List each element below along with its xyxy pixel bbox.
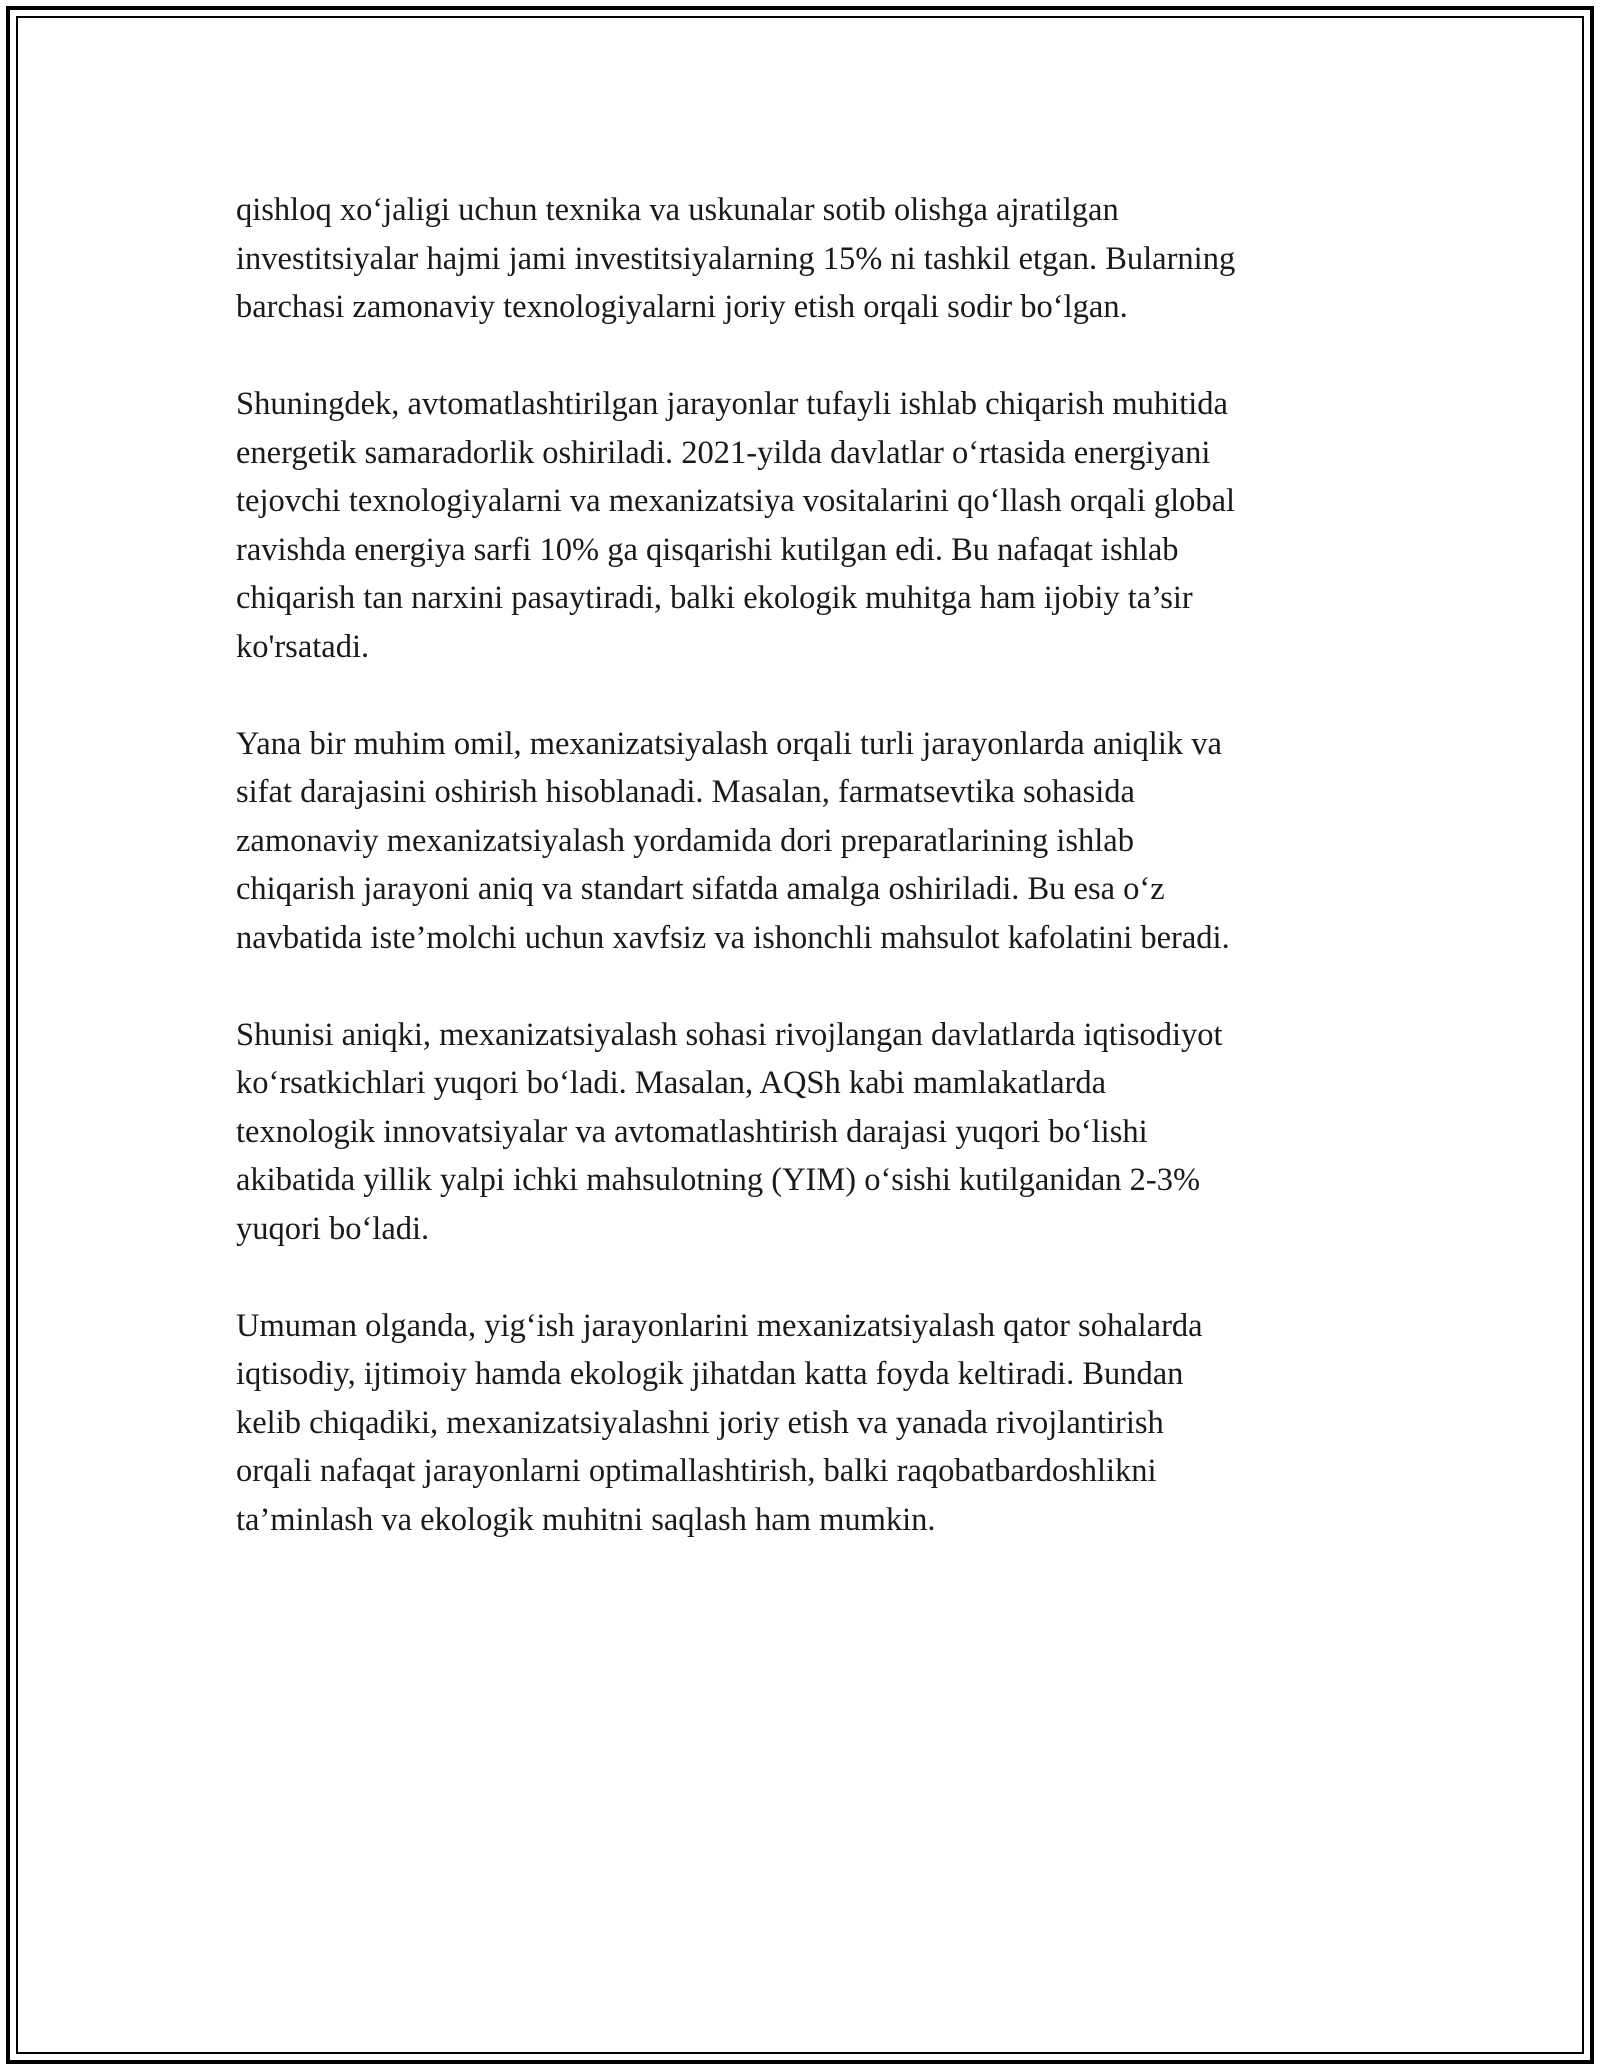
paragraph-1: qishloq xo‘jaligi uchun texnika va uskunalar sotib olishga ajratilgan investitsiyalar hajmi jami investitsiyalarning 15% ni tashkil etgan. Bularning barchasi zamonaviy texnologiyalarni joriy etish orqali sodir bo‘lgan. [236,192,1236,325]
paragraph-3: Yana bir muhim omil, mexanizatsiyalash orqali turli jarayonlarda aniqlik va sifat darajasini oshirish hisoblanadi. Masalan, farmatsevtika sohasida zamonaviy mexanizatsiyalash yordamida dori preparatlarining ishlab chiqarish jarayoni aniq va standart sifatda amalga oshiriladi. Bu esa o‘z navbatida iste’molchi uchun xavfsiz va ishonchli mahsulot kafolatini beradi. [236,725,1230,956]
paragraph-4: Shunisi aniqki, mexanizatsiyalash sohasi rivojlangan davlatlarda iqtisodiyot ko‘rsatkichlari yuqori bo‘ladi. Masalan, AQSh kabi mamlakatlarda texnologik innovatsiyalar va avtomatlashtirish darajasi yuqori bo‘lishi akibatida yillik yalpi ichki mahsulotning (YIM) o‘sishi kutilganidan 2-3% yuqori bo‘ladi. [236,1016,1223,1247]
paragraph-2: Shuningdek, avtomatlashtirilgan jarayonlar tufayli ishlab chiqarish muhitida energetik samaradorlik oshiriladi. 2021-yilda davlatlar o‘rtasida energiyani tejovchi texnologiyalarni va mexanizatsiya vositalarini qo‘llash orqali global ravishda energiya sarfi 10% ga qisqarishi kutilgan edi. Bu nafaqat ishlab chiqarish tan narxini pasaytiradi, balki ekologik muhitga ham ijobiy ta’sir ko'rsatadi. [236,386,1236,665]
paragraph-5: Umuman olganda, yig‘ish jarayonlarini mexanizatsiyalash qator sohalarda iqtisodiy, ijtimoiy hamda ekologik jihatdan katta foyda keltiradi. Bundan kelib chiqadiki, mexanizatsiyalashni joriy etish va yanada rivojlantirish orqali nafaqat jarayonlarni optimallashtirish, balki raqobatbardoshlikni ta’minlash va ekologik muhitni saqlash ham mumkin. [236,1307,1203,1538]
document-body [236,186,1386,1593]
